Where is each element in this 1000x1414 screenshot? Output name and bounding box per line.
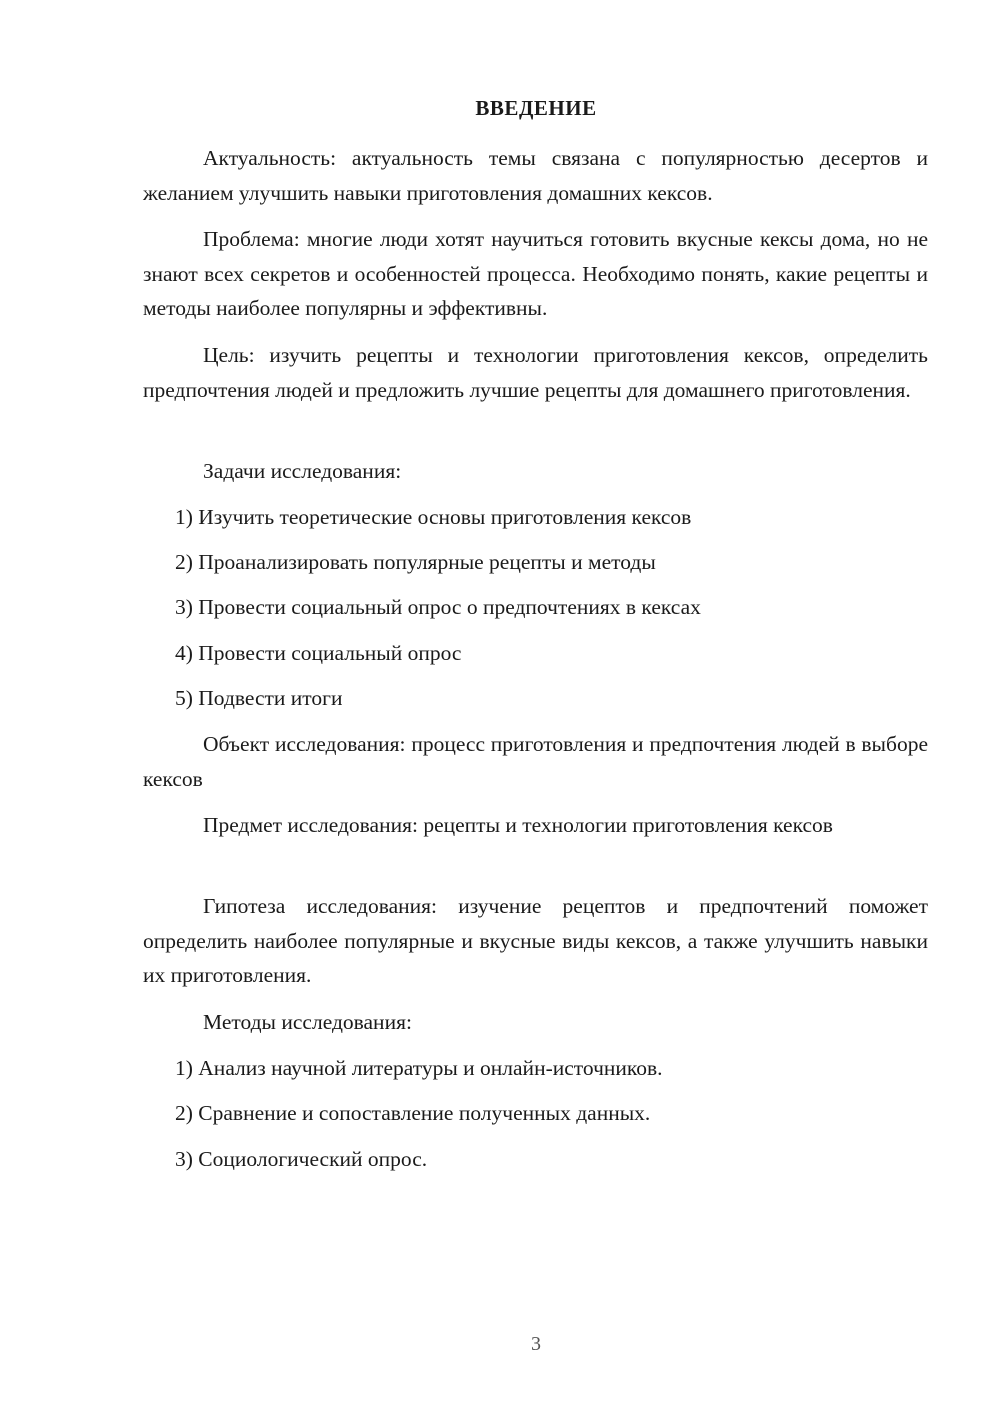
task-item: 3) Провести социальный опрос о предпочтениях в кексах [175,595,701,619]
method-item: 3) Социологический опрос. [175,1147,428,1171]
task-item: 1) Изучить теоретические основы приготовления кексов [175,505,692,529]
page-number: 3 [531,1333,541,1355]
paragraph-subject: Предмет исследования: рецепты и технологии приготовления кексов [203,813,833,837]
method-item: 1) Анализ научной литературы и онлайн-источников. [175,1056,663,1080]
section-title: ВВЕДЕНИЕ [475,96,597,120]
methods-heading: Методы исследования: [203,1010,412,1034]
tasks-heading: Задачи исследования: [203,459,402,483]
paragraph-object: Объект исследования: процесс приготовления и предпочтения людей в выборе кексов [143,732,928,791]
task-item: 4) Провести социальный опрос [175,641,462,665]
paragraph-relevance: Актуальность: актуальность темы связана с популярностью десертов и желанием улучшить навыки приготовления домашних кексов. [143,146,928,205]
paragraph-hypothesis: Гипотеза исследования: изучение рецептов и предпочтений поможет определить наиболее популярные и вкусные виды кексов, а также улучшить навыки их приготовления. [143,894,928,987]
paragraph-goal: Цель: изучить рецепты и технологии приготовления кексов, определить предпочтения людей и предложить лучшие рецепты для домашнего приготовления. [143,343,928,402]
task-item: 5) Подвести итоги [175,686,343,710]
task-item: 2) Проанализировать популярные рецепты и методы [175,550,656,574]
paragraph-problem: Проблема: многие люди хотят научиться готовить вкусные кексы дома, но не знают всех секретов и особенностей процесса. Необходимо понять, какие рецепты и методы наиболее популярны и эффективны. [143,227,928,320]
method-item: 2) Сравнение и сопоставление полученных данных. [175,1101,651,1125]
